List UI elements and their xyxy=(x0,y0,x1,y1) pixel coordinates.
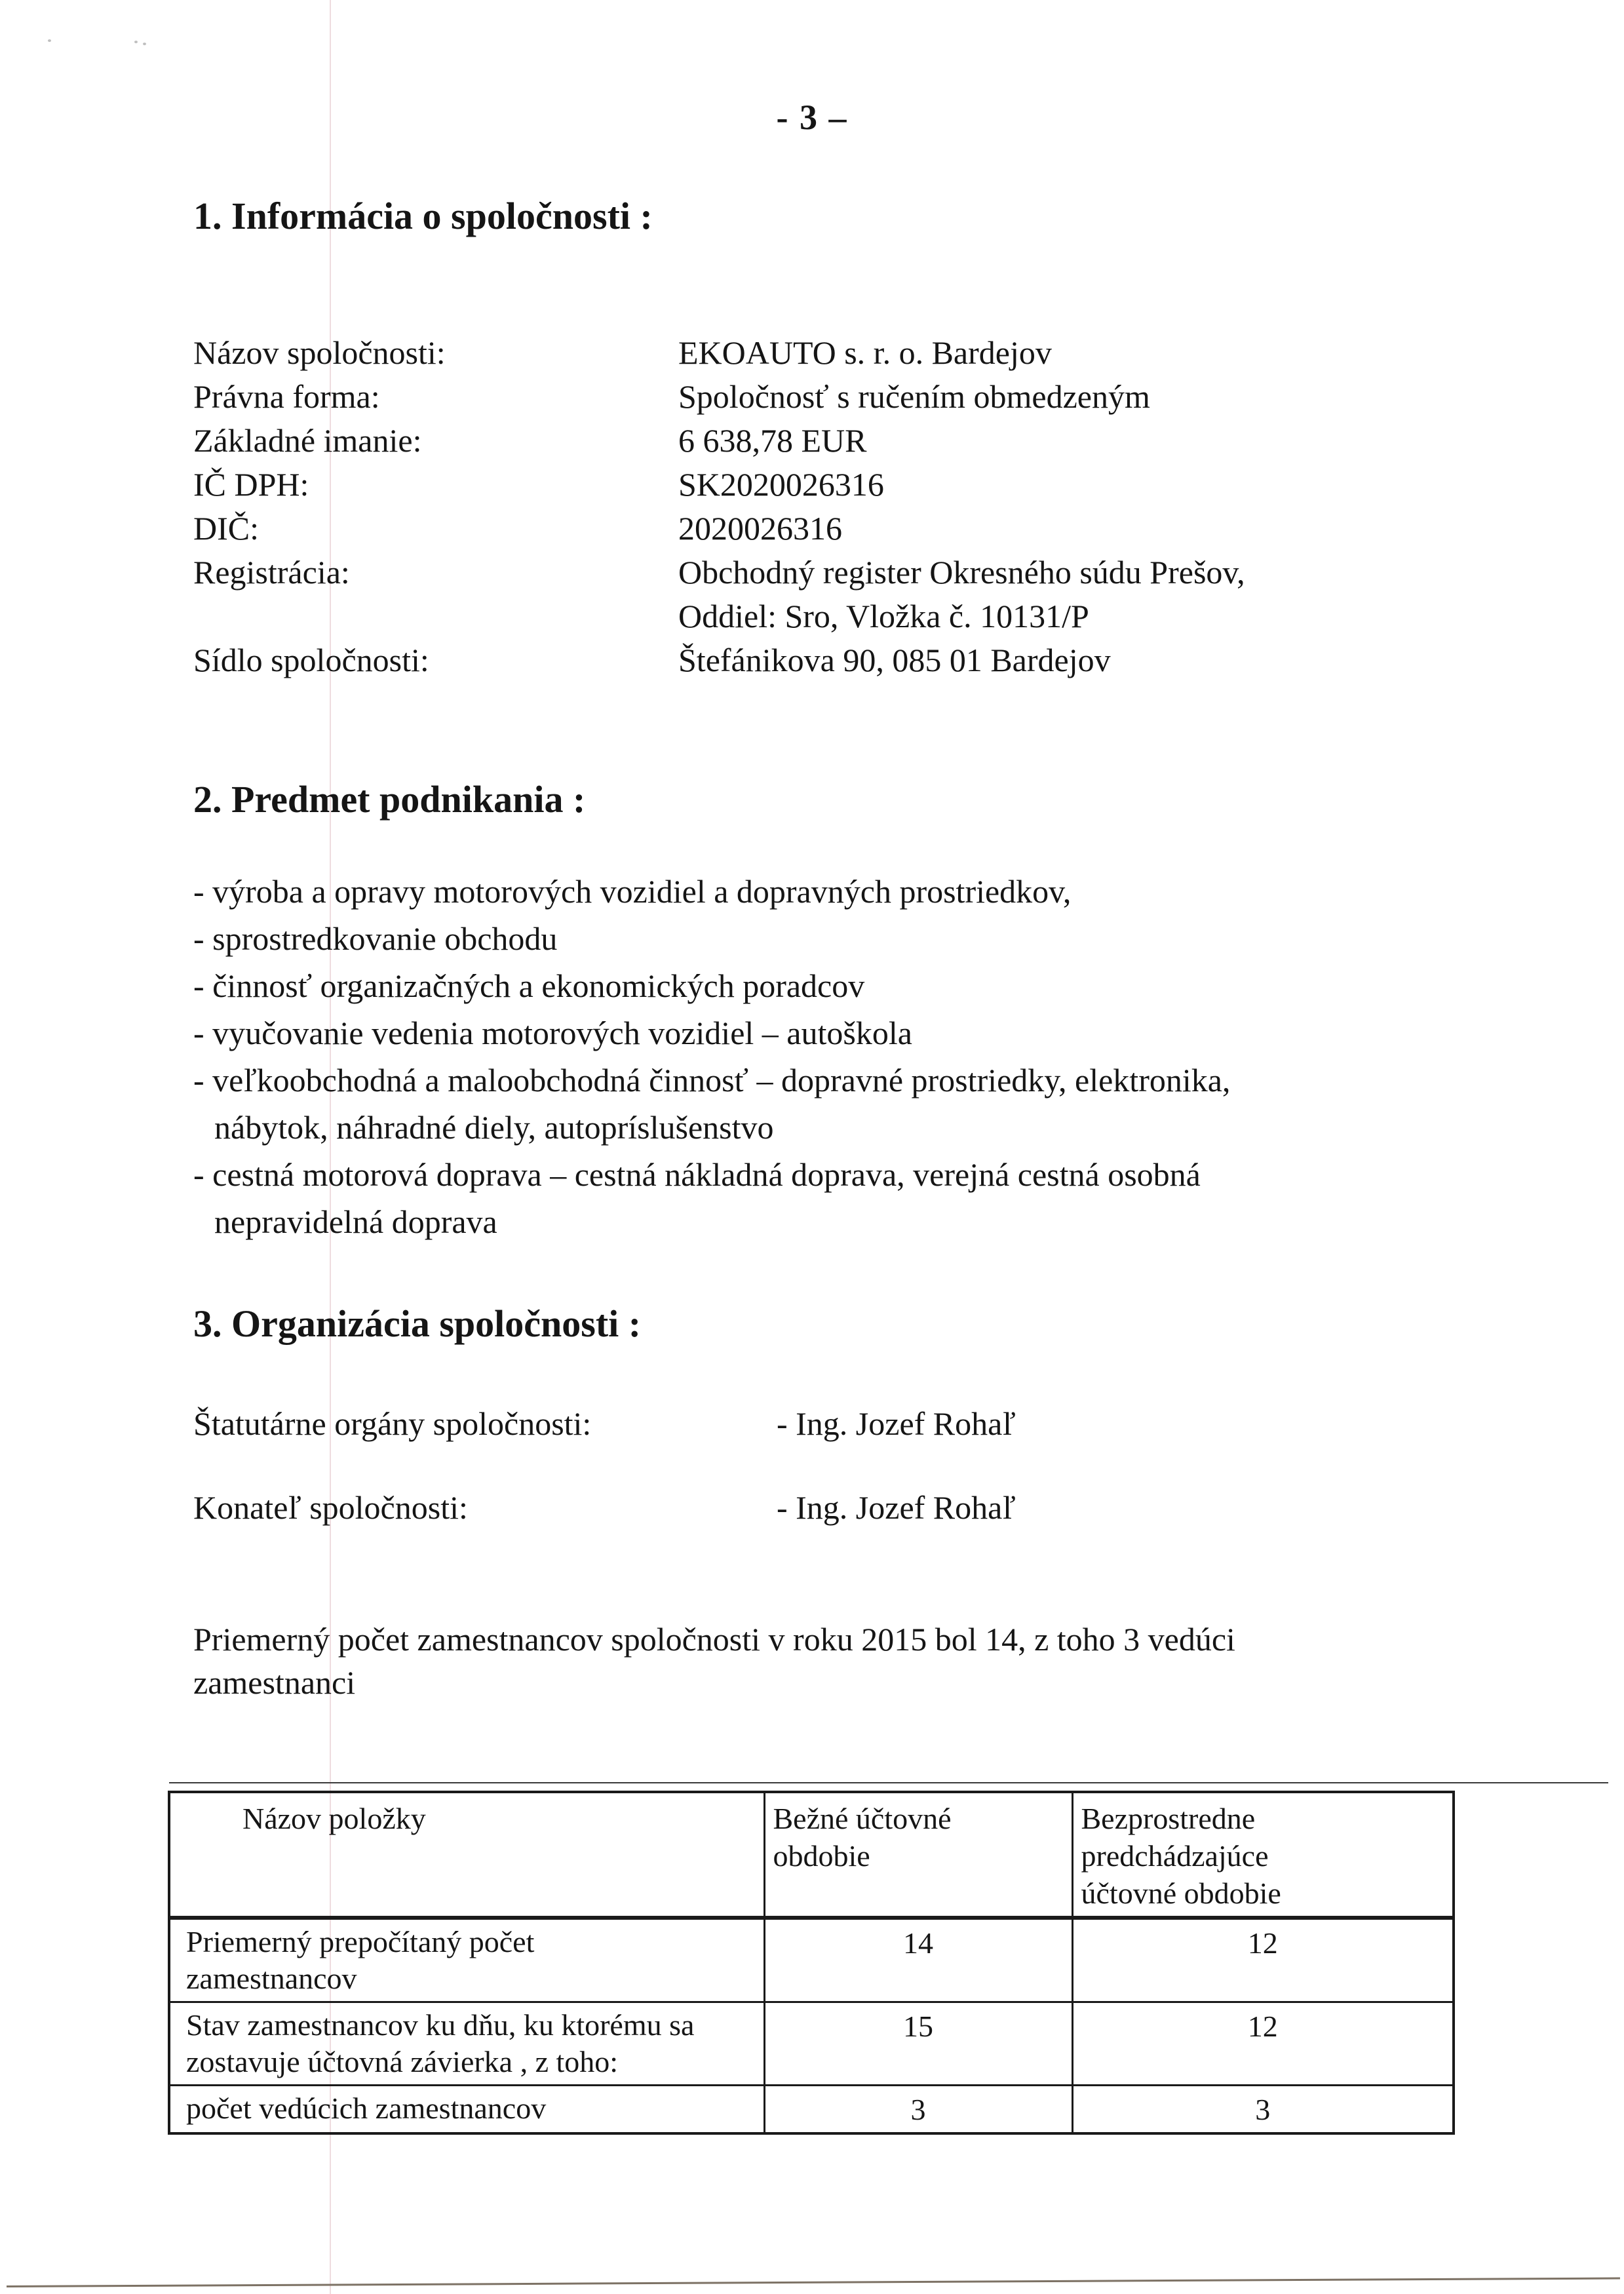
section-1-heading: 1. Informácia o spoločnosti : xyxy=(193,195,653,237)
company-info-row xyxy=(193,594,1245,638)
current-value: 15 xyxy=(764,2002,1072,2086)
info-label: IČ DPH: xyxy=(193,466,309,503)
table-header-previous-period xyxy=(1072,1792,1454,1918)
previous-value: 12 xyxy=(1072,2002,1454,2086)
previous-value: 12 xyxy=(1072,1918,1454,2002)
table-row xyxy=(169,2002,1454,2086)
company-info-row xyxy=(193,463,1245,507)
info-value: 6 638,78 EUR xyxy=(678,422,867,459)
table-header-name xyxy=(169,1792,764,1918)
org-value: - Ing. Jozef Rohaľ xyxy=(777,1489,1016,1526)
info-label: DIČ: xyxy=(193,510,259,547)
org-label: Štatutárne orgány spoločnosti: xyxy=(193,1405,592,1442)
info-label: Sídlo spoločnosti: xyxy=(193,642,429,678)
row-label-line: zostavuje účtovná závierka , z toho: xyxy=(186,2045,619,2078)
info-value: SK2020026316 xyxy=(678,466,884,503)
company-info-row xyxy=(193,375,1245,419)
row-label-line: Priemerný prepočítaný počet xyxy=(186,1925,535,1958)
table-row xyxy=(169,1918,1454,2002)
table-header-row xyxy=(169,1792,1454,1918)
employees-paragraph-line: zamestnanci xyxy=(193,1664,356,1701)
company-info-row xyxy=(193,638,1245,682)
row-label-line: počet vedúcich zamestnancov xyxy=(186,2091,547,2125)
header-line: Bežné účtovné xyxy=(773,1802,952,1835)
info-value: Oddiel: Sro, Vložka č. 10131/P xyxy=(678,598,1089,634)
info-label: Právna forma: xyxy=(193,378,380,415)
header-line: Bezprostredne xyxy=(1081,1802,1256,1835)
info-label: Registrácia: xyxy=(193,554,350,591)
activity-line: - sprostredkovanie obchodu xyxy=(193,920,558,957)
employees-paragraph-line: Priemerný počet zamestnancov spoločnosti v roku 2015 bol 14, z toho 3 vedúci xyxy=(193,1621,1235,1658)
info-value: Obchodný register Okresného súdu Prešov, xyxy=(678,554,1245,591)
header-line: predchádzajúce xyxy=(1081,1839,1269,1873)
row-label xyxy=(169,1918,764,2002)
info-value: Štefánikova 90, 085 01 Bardejov xyxy=(678,642,1111,678)
row-label xyxy=(169,2002,764,2086)
row-label xyxy=(169,2086,764,2134)
page-number: - 3 – xyxy=(776,98,848,137)
current-value: 14 xyxy=(764,1918,1072,2002)
table-header-current-period xyxy=(764,1792,1072,1918)
header-line: obdobie xyxy=(773,1839,870,1873)
row-label-line: Stav zamestnancov ku dňu, ku ktorému sa xyxy=(186,2008,695,2042)
activity-line: - činnosť organizačných a ekonomických poradcov xyxy=(193,967,865,1004)
header-line: účtovné obdobie xyxy=(1081,1876,1281,1910)
activity-line: - vyučovanie vedenia motorových vozidiel – autoškola xyxy=(193,1015,912,1051)
row-label-line: zamestnancov xyxy=(186,1962,357,1995)
company-info-row xyxy=(193,551,1245,594)
activity-line: - cestná motorová doprava – cestná nákladná doprava, verejná cestná osobná xyxy=(193,1156,1201,1193)
employees-table xyxy=(168,1791,1455,2135)
scan-table-top-line xyxy=(169,1782,1608,1783)
org-row xyxy=(193,1404,1016,1443)
company-info-row xyxy=(193,331,1245,375)
employees-paragraph xyxy=(193,1618,1235,1704)
info-label: Názov spoločnosti: xyxy=(193,334,446,371)
org-value: - Ing. Jozef Rohaľ xyxy=(777,1405,1016,1442)
section-3-heading: 3. Organizácia spoločnosti : xyxy=(193,1302,642,1345)
section-2-heading: 2. Predmet podnikania : xyxy=(193,778,586,821)
scan-bottom-edge-line xyxy=(7,2278,1620,2287)
scan-speckle xyxy=(48,39,51,42)
info-label xyxy=(193,594,678,638)
info-value: EKOAUTO s. r. o. Bardejov xyxy=(678,334,1052,371)
company-info-block xyxy=(193,331,1245,682)
org-row xyxy=(193,1488,1016,1527)
info-value: Spoločnosť s ručením obmedzeným xyxy=(678,378,1150,415)
info-label: Základné imanie: xyxy=(193,422,422,459)
business-activities-list xyxy=(193,868,1230,1245)
activity-line-continuation: nábytok, náhradné diely, autopríslušenstvo xyxy=(214,1109,774,1146)
company-info-row xyxy=(193,419,1245,463)
company-info-row xyxy=(193,507,1245,551)
info-value: 2020026316 xyxy=(678,510,842,547)
previous-value: 3 xyxy=(1072,2086,1454,2134)
current-value: 3 xyxy=(764,2086,1072,2134)
scan-speckle xyxy=(143,43,146,45)
activity-line: - výroba a opravy motorových vozidiel a dopravných prostriedkov, xyxy=(193,873,1072,910)
activity-line-continuation: nepravidelná doprava xyxy=(214,1203,497,1240)
scan-speckle xyxy=(134,41,138,43)
header-line: Názov položky xyxy=(242,1802,426,1835)
table-row xyxy=(169,2086,1454,2134)
org-label: Konateľ spoločnosti: xyxy=(193,1489,468,1526)
activity-line: - veľkoobchodná a maloobchodná činnosť – dopravné prostriedky, elektronika, xyxy=(193,1062,1231,1098)
